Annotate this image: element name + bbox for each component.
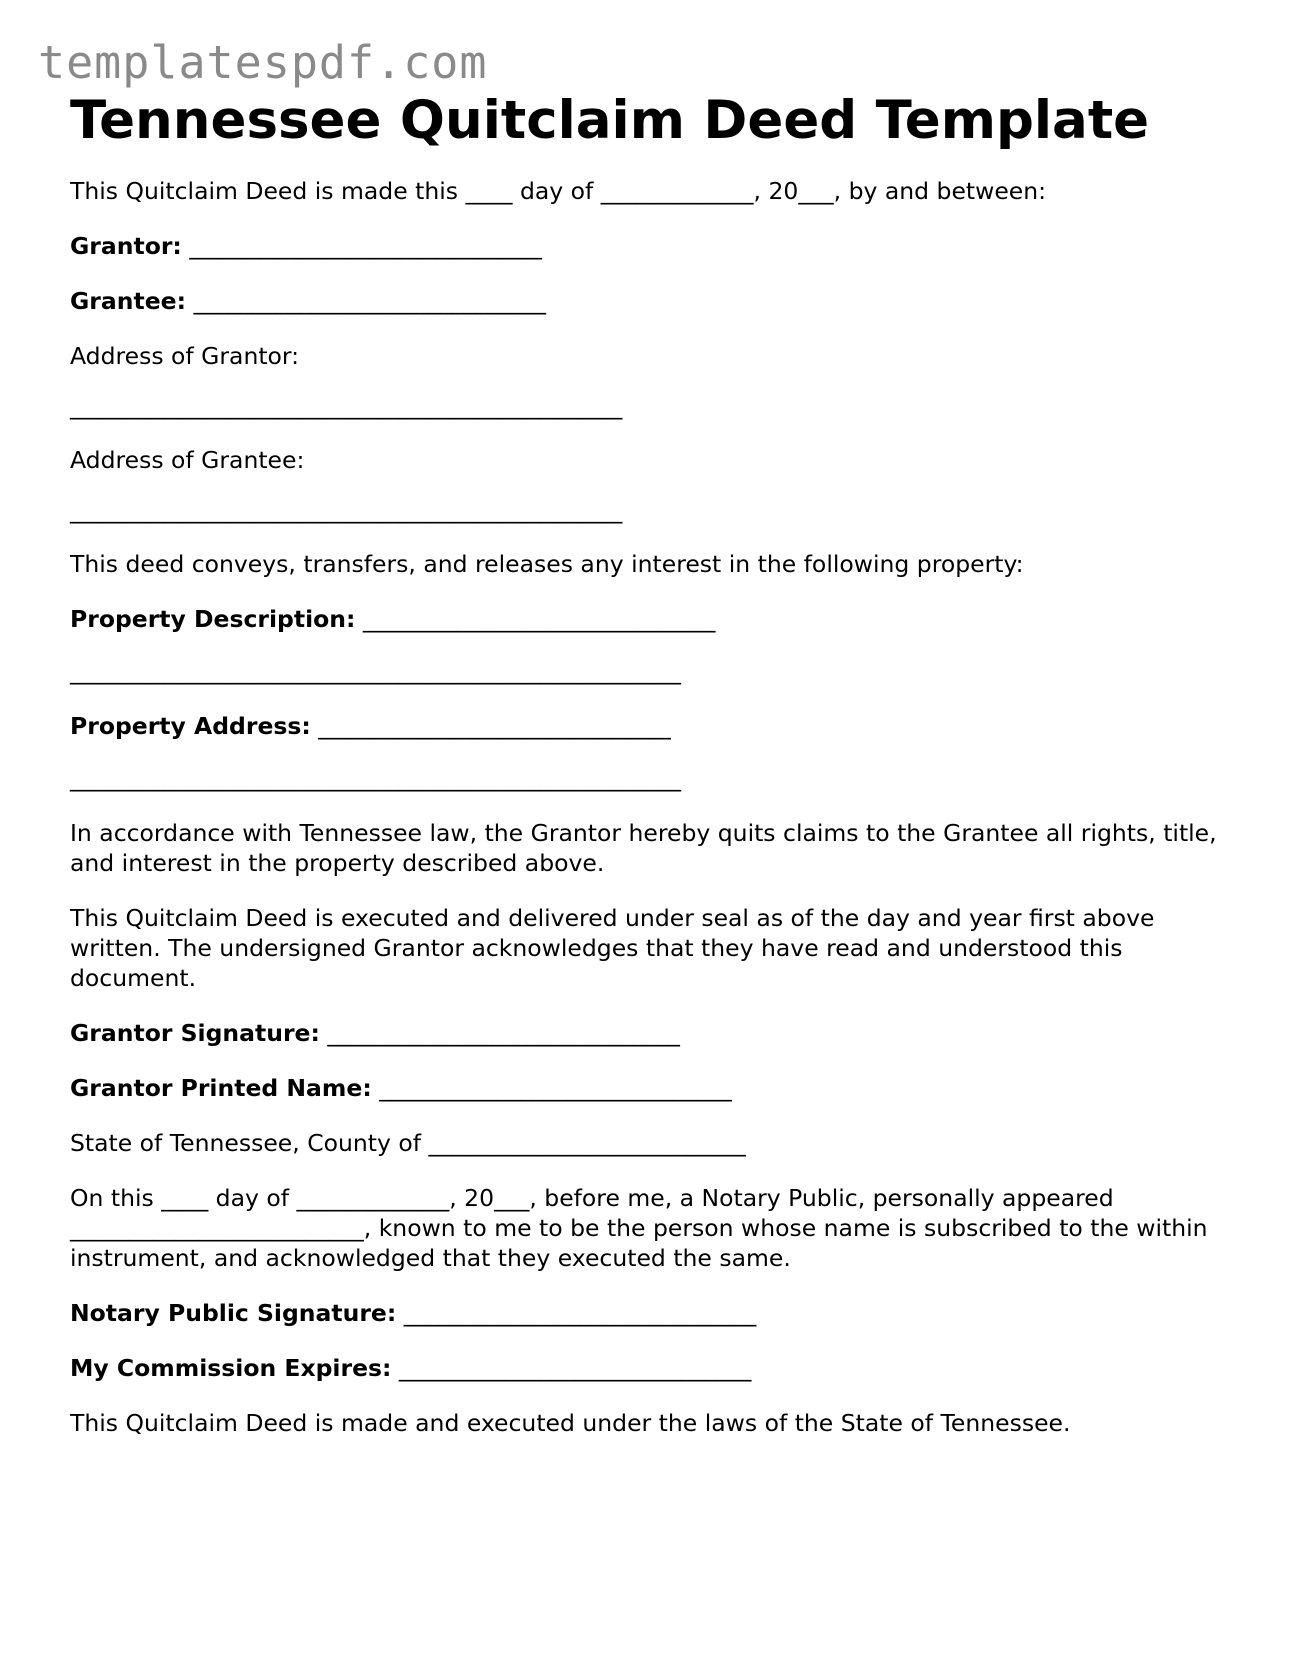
- page-title: Tennessee Quitclaim Deed Template: [70, 90, 1150, 151]
- state-county-line: State of Tennessee, County of ___________________________: [70, 1129, 746, 1157]
- address-of-grantee-blank[interactable]: _______________________________________________: [70, 496, 623, 524]
- intro-paragraph: This Quitclaim Deed is made this ____ day of _____________, 20___, by and between:: [70, 177, 1047, 205]
- watermark: templatespdf.com: [38, 36, 488, 89]
- property-address-blank-2[interactable]: ____________________________________________________: [70, 764, 681, 792]
- grantor-blank[interactable]: ______________________________: [181, 232, 542, 260]
- notary-paragraph: On this ____ day of _____________, 20___, before me, a Notary Public, personally appeared _________________________, known to me to be the person whose name is subscribed to the within instrument, and acknowledged that they executed the same.: [70, 1184, 1216, 1272]
- grantor-signature-field[interactable]: [70, 1018, 1230, 1048]
- grantor-signature-label: Grantor Signature:: [70, 1019, 320, 1047]
- address-of-grantor-label: Address of Grantor:: [70, 342, 300, 370]
- grantee-field[interactable]: [70, 286, 1230, 316]
- conveys-paragraph: This deed conveys, transfers, and releases any interest in the following property:: [70, 550, 1024, 578]
- notary-signature-field[interactable]: [70, 1298, 1230, 1328]
- property-description-blank[interactable]: ______________________________: [355, 605, 716, 633]
- property-address-field[interactable]: [70, 711, 1230, 741]
- property-address-blank[interactable]: ______________________________: [310, 712, 671, 740]
- grantor-printed-name-field[interactable]: [70, 1073, 1230, 1103]
- grantor-printed-name-label: Grantor Printed Name:: [70, 1074, 372, 1102]
- address-of-grantor-blank[interactable]: _______________________________________________: [70, 392, 623, 420]
- grantee-label: Grantee:: [70, 287, 186, 315]
- property-description-blank-2[interactable]: ____________________________________________________: [70, 657, 681, 685]
- grantor-printed-name-blank[interactable]: ______________________________: [371, 1074, 732, 1102]
- notary-signature-label: Notary Public Signature:: [70, 1299, 397, 1327]
- commission-expires-blank[interactable]: ______________________________: [391, 1354, 752, 1382]
- notary-signature-blank[interactable]: ______________________________: [396, 1299, 757, 1327]
- property-address-label: Property Address:: [70, 712, 311, 740]
- property-description-field[interactable]: [70, 604, 1230, 634]
- grantee-blank[interactable]: ______________________________: [185, 287, 546, 315]
- executed-paragraph: This Quitclaim Deed is executed and delivered under seal as of the day and year first above written. The undersigned Grantor acknowledges that they have read and understood this document.: [70, 904, 1162, 992]
- address-of-grantee-label: Address of Grantee:: [70, 446, 305, 474]
- accordance-paragraph: In accordance with Tennessee law, the Grantor hereby quits claims to the Grantee all rights, title, and interest in the property described above.: [70, 819, 1225, 877]
- commission-expires-field[interactable]: [70, 1353, 1230, 1383]
- property-description-label: Property Description:: [70, 605, 356, 633]
- grantor-label: Grantor:: [70, 232, 182, 260]
- closing-paragraph: This Quitclaim Deed is made and executed under the laws of the State of Tennessee.: [70, 1409, 1071, 1437]
- commission-expires-label: My Commission Expires:: [70, 1354, 392, 1382]
- document-page: [70, 88, 1230, 1463]
- grantor-field[interactable]: [70, 231, 1230, 261]
- grantor-signature-blank[interactable]: ______________________________: [319, 1019, 680, 1047]
